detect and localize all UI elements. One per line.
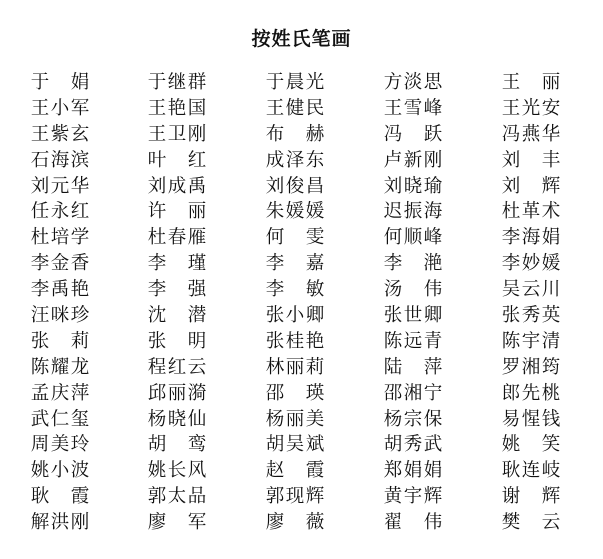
name-entry: 刘 晓 瑜 [383,175,443,197]
name-entry: 王 小 军 [30,97,90,119]
name-entry: 汤 伟 [383,279,443,301]
name-entry: 邱 丽 漪 [147,382,207,404]
name-entry: 姚 长 风 [147,460,207,482]
name-entry: 杜 培 学 [30,227,90,249]
name-entry: 王 卫 刚 [147,123,207,145]
name-entry: 胡 吴 斌 [265,434,325,456]
name-entry: 于 继 群 [147,72,207,93]
name-entry: 张 莉 [30,330,90,352]
name-entry: 张 明 [147,330,207,352]
name-entry: 李 敏 [265,279,325,301]
name-entry: 杜 春 雁 [147,227,207,249]
name-entry: 王 光 安 [501,97,561,119]
name-entry: 李 瑾 [147,253,207,275]
name-entry: 布 赫 [265,123,325,145]
name-entry: 黄 宇 辉 [383,486,443,508]
name-entry: 冯 燕 华 [501,123,561,145]
name-entry: 罗 湘 筠 [501,356,561,378]
name-entry: 孟 庆 萍 [30,382,90,404]
name-entry: 何 雯 [265,227,325,249]
name-entry: 邵 瑛 [265,382,325,404]
name-entry: 耿 霞 [30,486,90,508]
name-entry: 姚 小 波 [30,460,90,482]
name-entry: 成 泽 东 [265,149,325,171]
name-entry: 刘 丰 [501,149,561,171]
name-entry: 张 桂 艳 [265,330,325,352]
name-entry: 李 强 [147,279,207,301]
name-entry: 周 美 玲 [30,434,90,456]
name-entry: 汪 咪 珍 [30,305,90,327]
name-entry: 樊 云 [501,512,561,534]
name-entry: 陆 萍 [383,356,443,378]
name-entry: 郭 太 品 [147,486,207,508]
name-entry: 杨 晓 仙 [147,408,207,430]
name-entry: 方 淡 思 [383,72,443,93]
name-entry: 程 红 云 [147,356,207,378]
name-entry: 于 晨 光 [265,72,325,93]
name-entry: 冯 跃 [383,123,443,145]
name-entry: 林 丽 莉 [265,356,325,378]
name-entry: 陈 宇 清 [501,330,561,352]
name-entry: 迟 振 海 [383,201,443,223]
name-entry: 陈 远 青 [383,330,443,352]
name-entry: 吴 云 川 [501,279,561,301]
name-entry: 任 永 红 [30,201,90,223]
name-entry: 刘 元 华 [30,175,90,197]
name-entry: 叶 红 [147,149,207,171]
name-entry: 邵 湘 宁 [383,382,443,404]
name-entry: 翟 伟 [383,512,443,534]
name-entry: 沈 潜 [147,305,207,327]
name-entry: 李 金 香 [30,253,90,275]
name-entry: 李 妙 媛 [501,253,561,275]
name-entry: 胡 秀 武 [383,434,443,456]
name-entry: 张 小 卿 [265,305,325,327]
name-entry: 张 世 卿 [383,305,443,327]
name-entry: 李 嘉 [265,253,325,275]
name-entry: 赵 霞 [265,460,325,482]
name-entry: 解 洪 刚 [30,512,90,534]
name-entry: 耿 连 岐 [501,460,561,482]
name-entry: 何 顺 峰 [383,227,443,249]
name-entry: 杨 宗 保 [383,408,443,430]
name-entry: 姚 笑 [501,434,561,456]
name-entry: 刘 辉 [501,175,561,197]
page-title: 按姓氏笔画 [251,28,352,50]
name-entry: 许 丽 [147,201,207,223]
name-entry: 胡 鸾 [147,434,207,456]
name-entry: 杜 革 术 [501,201,561,223]
name-entry: 刘 俊 昌 [265,175,325,197]
name-entry: 王 艳 国 [147,97,207,119]
name-grid [30,70,590,536]
name-entry: 王 丽 [501,72,561,93]
name-entry: 朱 媛 媛 [265,201,325,223]
name-entry: 李 海 娟 [501,227,561,249]
name-entry: 刘 成 禹 [147,175,207,197]
name-entry: 王 健 民 [265,97,325,119]
name-entry: 郭 现 辉 [265,486,325,508]
name-entry: 王 雪 峰 [383,97,443,119]
name-entry: 王 紫 玄 [30,123,90,145]
name-entry: 张 秀 英 [501,305,561,327]
name-entry: 武 仁 玺 [30,408,90,430]
name-entry: 郑 娟 娟 [383,460,443,482]
name-entry: 郎 先 桃 [501,382,561,404]
name-entry: 李 滟 [383,253,443,275]
name-entry: 李 禹 艳 [30,279,90,301]
name-entry: 石 海 滨 [30,149,90,171]
name-entry: 于 娟 [30,72,90,93]
name-entry: 易 惺 钱 [501,408,561,430]
name-entry: 谢 辉 [501,486,561,508]
name-entry: 廖 薇 [265,512,325,534]
name-entry: 杨 丽 美 [265,408,325,430]
name-entry: 廖 军 [147,512,207,534]
name-entry: 卢 新 刚 [383,149,443,171]
name-entry: 陈 耀 龙 [30,356,90,378]
